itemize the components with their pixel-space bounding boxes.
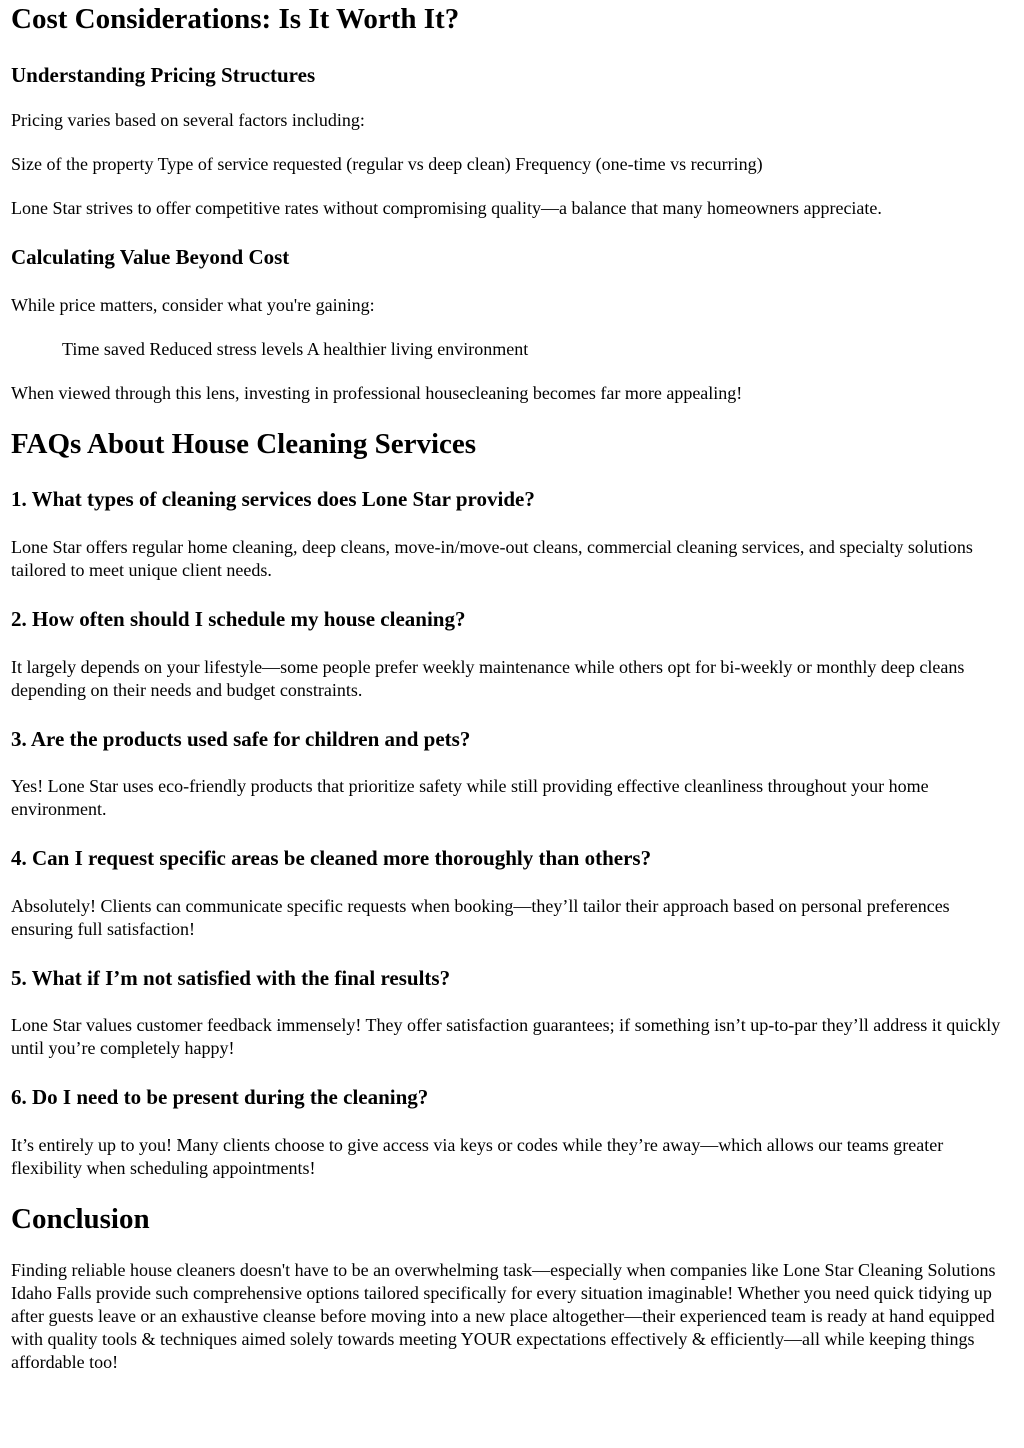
faq-question-2: 2. How often should I schedule my house cleaning? (11, 607, 466, 631)
pricing-heading: Understanding Pricing Structures (11, 63, 316, 87)
cost-section-title: Cost Considerations: Is It Worth It? (11, 3, 460, 35)
faq-question-5: 5. What if I’m not satisfied with the final results? (11, 966, 451, 990)
value-heading: Calculating Value Beyond Cost (11, 245, 290, 269)
value-list: Time saved Reduced stress levels A healthier living environment (62, 339, 529, 359)
value-note: When viewed through this lens, investing in professional housecleaning becomes far more appealing! (11, 383, 743, 403)
value-intro: While price matters, consider what you're gaining: (11, 295, 375, 315)
conclusion-title: Conclusion (11, 1203, 150, 1235)
faq-question-3: 3. Are the products used safe for children and pets? (11, 727, 471, 751)
faq-answer-1: Lone Star offers regular home cleaning, deep cleans, move-in/move-out cleans, commercial cleaning services, and specialty solutions tailored to meet unique client needs. (11, 537, 973, 580)
faq-answer-3: Yes! Lone Star uses eco-friendly products that prioritize safety while still providing effective cleanliness throughout your home environment. (11, 776, 929, 819)
faqs-section-title: FAQs About House Cleaning Services (11, 428, 477, 460)
pricing-note: Lone Star strives to offer competitive rates without compromising quality—a balance that many homeowners appreciate. (11, 198, 882, 218)
faq-question-4: 4. Can I request specific areas be cleaned more thoroughly than others? (11, 846, 652, 870)
faq-answer-2: It largely depends on your lifestyle—some people prefer weekly maintenance while others opt for bi-weekly or monthly deep cleans depending on their needs and budget constraints. (11, 657, 965, 700)
document-page (0, 2, 1024, 1374)
pricing-factors: Size of the property Type of service requested (regular vs deep clean) Frequency (one-time vs recurring) (11, 154, 763, 174)
faq-question-6: 6. Do I need to be present during the cleaning? (11, 1085, 429, 1109)
faq-answer-6: It’s entirely up to you! Many clients choose to give access via keys or codes while they’re away—which allows our teams greater flexibility when scheduling appointments! (11, 1135, 944, 1178)
conclusion-body: Finding reliable house cleaners doesn't have to be an overwhelming task—especially when companies like Lone Star Cleaning Solutions Idaho Falls provide such comprehensive options tailored specifically for every situation imaginable! Whether you need quick tidying up after guests leave or an exhaustive cleanse before moving into a new place altogether—their experienced team is ready at hand equipped with quality tools & techniques aimed solely towards meeting YOUR expectations effectively & efficiently—all while keeping things affordable too! (11, 1260, 996, 1372)
pricing-intro: Pricing varies based on several factors including: (11, 110, 365, 130)
faq-question-1: 1. What types of cleaning services does Lone Star provide? (11, 487, 535, 511)
faq-answer-5: Lone Star values customer feedback immensely! They offer satisfaction guarantees; if something isn’t up-to-par they’ll address it quickly until you’re completely happy! (11, 1015, 1001, 1058)
faq-answer-4: Absolutely! Clients can communicate specific requests when booking—they’ll tailor their approach based on personal preferences ensuring full satisfaction! (11, 896, 950, 939)
